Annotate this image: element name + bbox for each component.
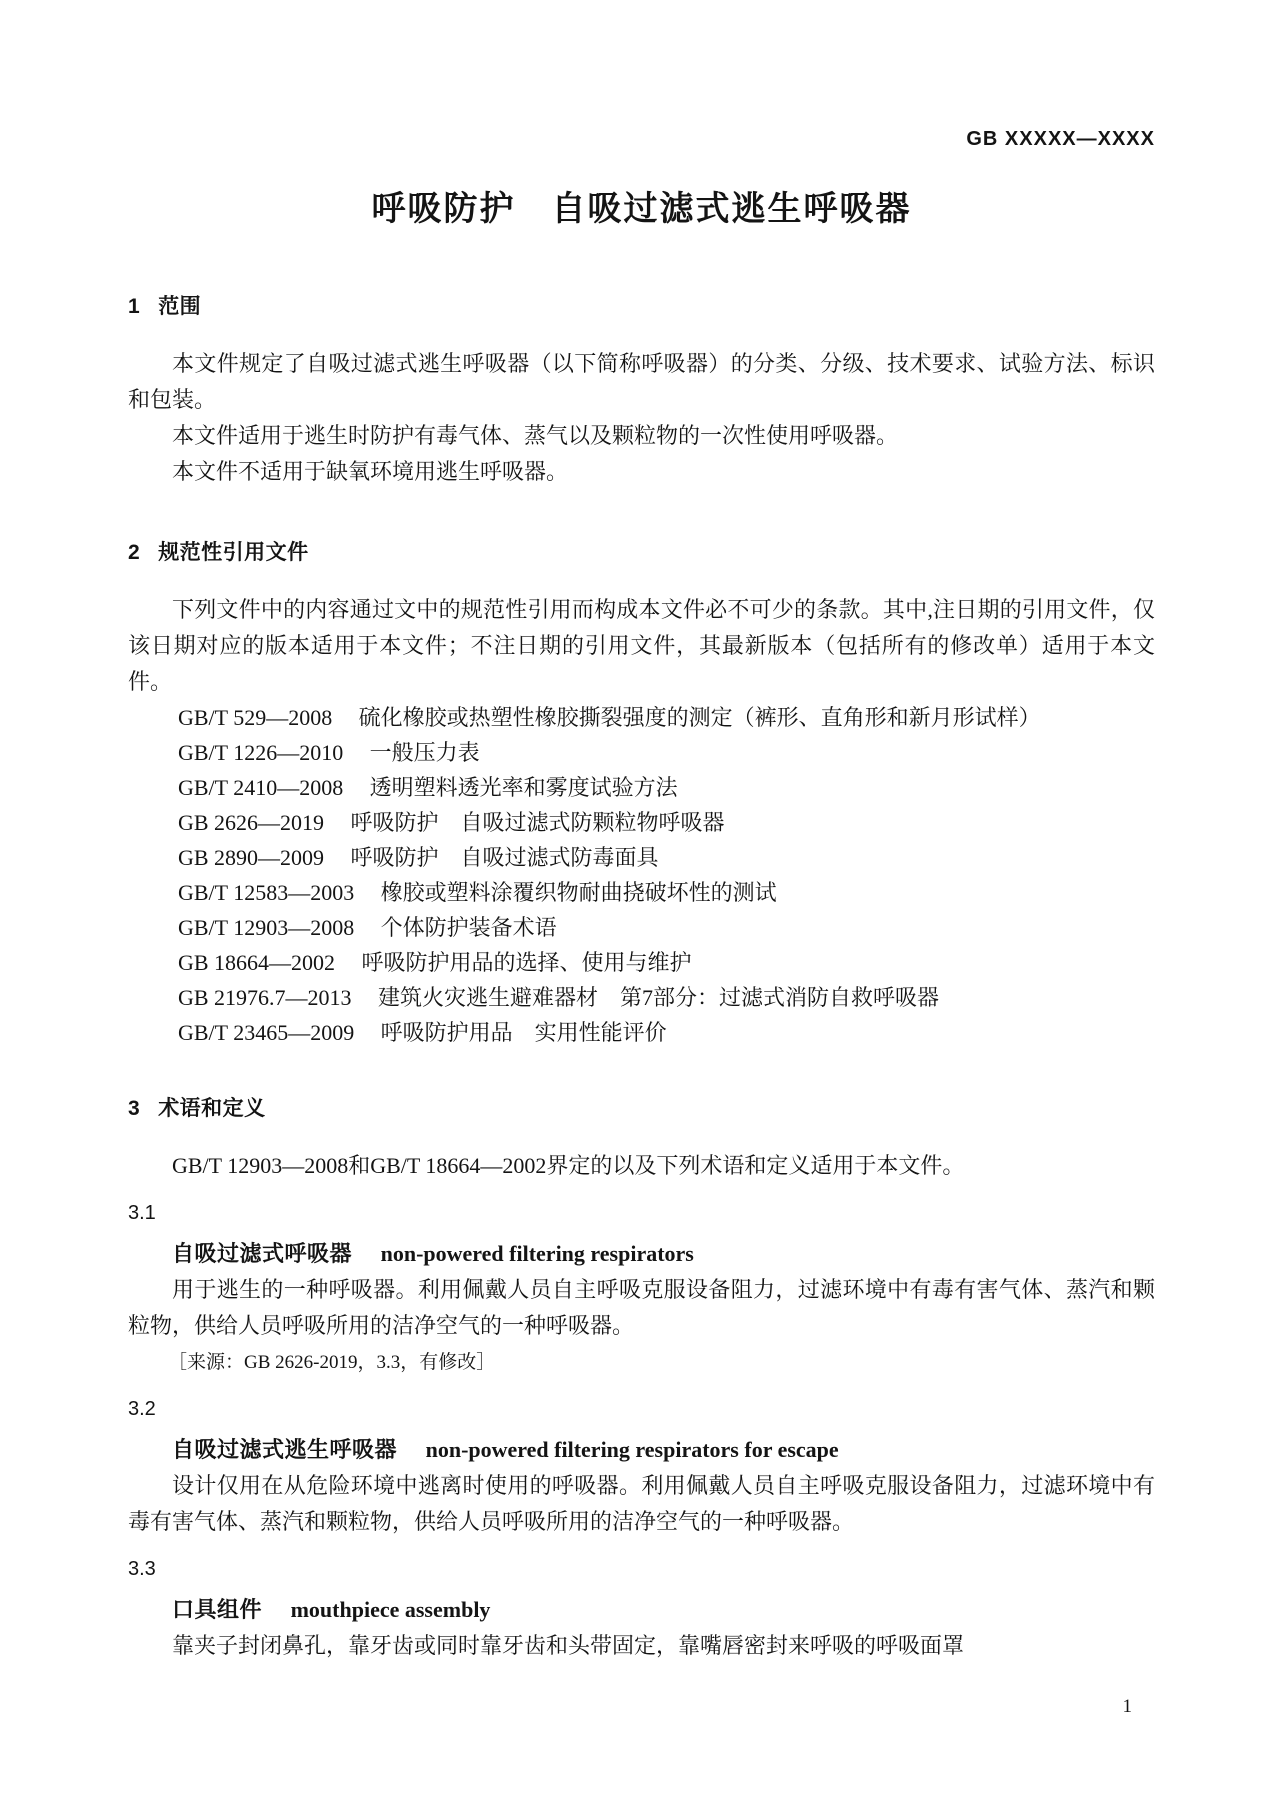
reference-item: [128, 1015, 1155, 1050]
paragraph: 本文件不适用于缺氧环境用逃生呼吸器。: [172, 459, 569, 484]
ref-code: GB 2626—2019: [178, 810, 325, 835]
reference-item: [128, 805, 1155, 840]
ref-title: 橡胶或塑料涂覆织物耐曲挠破坏性的测试: [380, 880, 777, 905]
section-3-number: 3: [128, 1097, 141, 1120]
ref-code: GB/T 12903—2008: [178, 915, 355, 940]
reference-item: [128, 735, 1155, 770]
term-definition: 设计仅用在从危险环境中逃离时使用的呼吸器。利用佩戴人员自主呼吸克服设备阻力，过滤环境中有毒有害气体、蒸汽和颗粒物，供给人员呼吸所用的洁净空气的一种呼吸器。: [128, 1473, 1155, 1534]
section-2-heading: [128, 536, 1155, 566]
term-definition: 靠夹子封闭鼻孔，靠牙齿或同时靠牙齿和头带固定，靠嘴唇密封来呼吸的呼吸面罩: [172, 1633, 965, 1658]
term-heading: [128, 1237, 1155, 1268]
paragraph: GB/T 12903—2008和GB/T 18664—2002界定的以及下列术语和定义适用于本文件。: [172, 1153, 965, 1178]
section-2-number: 2: [128, 541, 141, 564]
ref-code: GB/T 529—2008: [178, 705, 333, 730]
ref-title: 呼吸防护用品 实用性能评价: [380, 1020, 667, 1045]
term-name-en: mouthpiece assembly: [290, 1597, 491, 1622]
section-1-heading: [128, 290, 1155, 320]
page-number: 1: [1122, 1696, 1132, 1717]
ref-code: GB/T 1226—2010: [178, 740, 344, 765]
term-source: ［来源：GB 2626-2019，3.3，有修改］: [168, 1352, 496, 1373]
term-name-zh: 自吸过滤式逃生呼吸器: [172, 1437, 398, 1462]
ref-title: 建筑火灾逃生避难器材 第7部分：过滤式消防自救呼吸器: [377, 985, 939, 1010]
ref-title: 呼吸防护 自吸过滤式防颗粒物呼吸器: [350, 810, 725, 835]
ref-code: GB 21976.7—2013: [178, 985, 352, 1010]
reference-list: [128, 700, 1155, 1050]
term-number: 3.2: [128, 1398, 156, 1420]
doc-code: GB XXXXX—XXXX: [966, 128, 1155, 150]
reference-item: [128, 945, 1155, 980]
ref-title: 透明塑料透光率和雾度试验方法: [369, 775, 678, 800]
term-definition: 用于逃生的一种呼吸器。利用佩戴人员自主呼吸克服设备阻力，过滤环境中有毒有害气体、蒸汽和颗粒物，供给人员呼吸所用的洁净空气的一种呼吸器。: [128, 1277, 1155, 1338]
reference-item: [128, 700, 1155, 735]
section-3-heading: [128, 1092, 1155, 1122]
ref-code: GB/T 12583—2003: [178, 880, 355, 905]
reference-item: [128, 910, 1155, 945]
term-number: 3.1: [128, 1202, 156, 1224]
ref-title: 硫化橡胶或热塑性橡胶撕裂强度的测定（裤形、直角形和新月形试样）: [358, 705, 1041, 730]
ref-title: 个体防护装备术语: [380, 915, 557, 940]
document-title: 呼吸防护 自吸过滤式逃生呼吸器: [371, 190, 912, 228]
reference-item: [128, 980, 1155, 1015]
term-heading: [128, 1433, 1155, 1464]
reference-item: [128, 875, 1155, 910]
ref-title: 呼吸防护用品的选择、使用与维护: [361, 950, 692, 975]
section-2-title: 规范性引用文件: [158, 541, 309, 564]
term-number: 3.3: [128, 1558, 156, 1580]
section-1-title: 范围: [158, 295, 202, 318]
ref-title: 呼吸防护 自吸过滤式防毒面具: [350, 845, 659, 870]
term-name-zh: 口具组件: [172, 1597, 263, 1622]
section-1-number: 1: [128, 295, 141, 318]
term-heading: [128, 1593, 1155, 1624]
reference-item: [128, 770, 1155, 805]
section-3-title: 术语和定义: [158, 1097, 266, 1120]
paragraph: 下列文件中的内容通过文中的规范性引用而构成本文件必不可少的条款。其中,注日期的引用文件，仅该日期对应的版本适用于本文件；不注日期的引用文件，其最新版本（包括所有的修改单）适用于本文件。: [128, 597, 1155, 694]
ref-code: GB 2890—2009: [178, 845, 325, 870]
ref-code: GB/T 2410—2008: [178, 775, 344, 800]
term-name-zh: 自吸过滤式呼吸器: [172, 1241, 353, 1266]
paragraph: 本文件规定了自吸过滤式逃生呼吸器（以下简称呼吸器）的分类、分级、技术要求、试验方法、标识和包装。: [128, 351, 1155, 412]
ref-title: 一般压力表: [369, 740, 480, 765]
term-name-en: non-powered filtering respirators: [380, 1241, 694, 1266]
ref-code: GB 18664—2002: [178, 950, 336, 975]
term-name-en: non-powered filtering respirators for escape: [425, 1437, 839, 1462]
reference-item: [128, 840, 1155, 875]
ref-code: GB/T 23465—2009: [178, 1020, 355, 1045]
paragraph: 本文件适用于逃生时防护有毒气体、蒸气以及颗粒物的一次性使用呼吸器。: [172, 423, 899, 448]
